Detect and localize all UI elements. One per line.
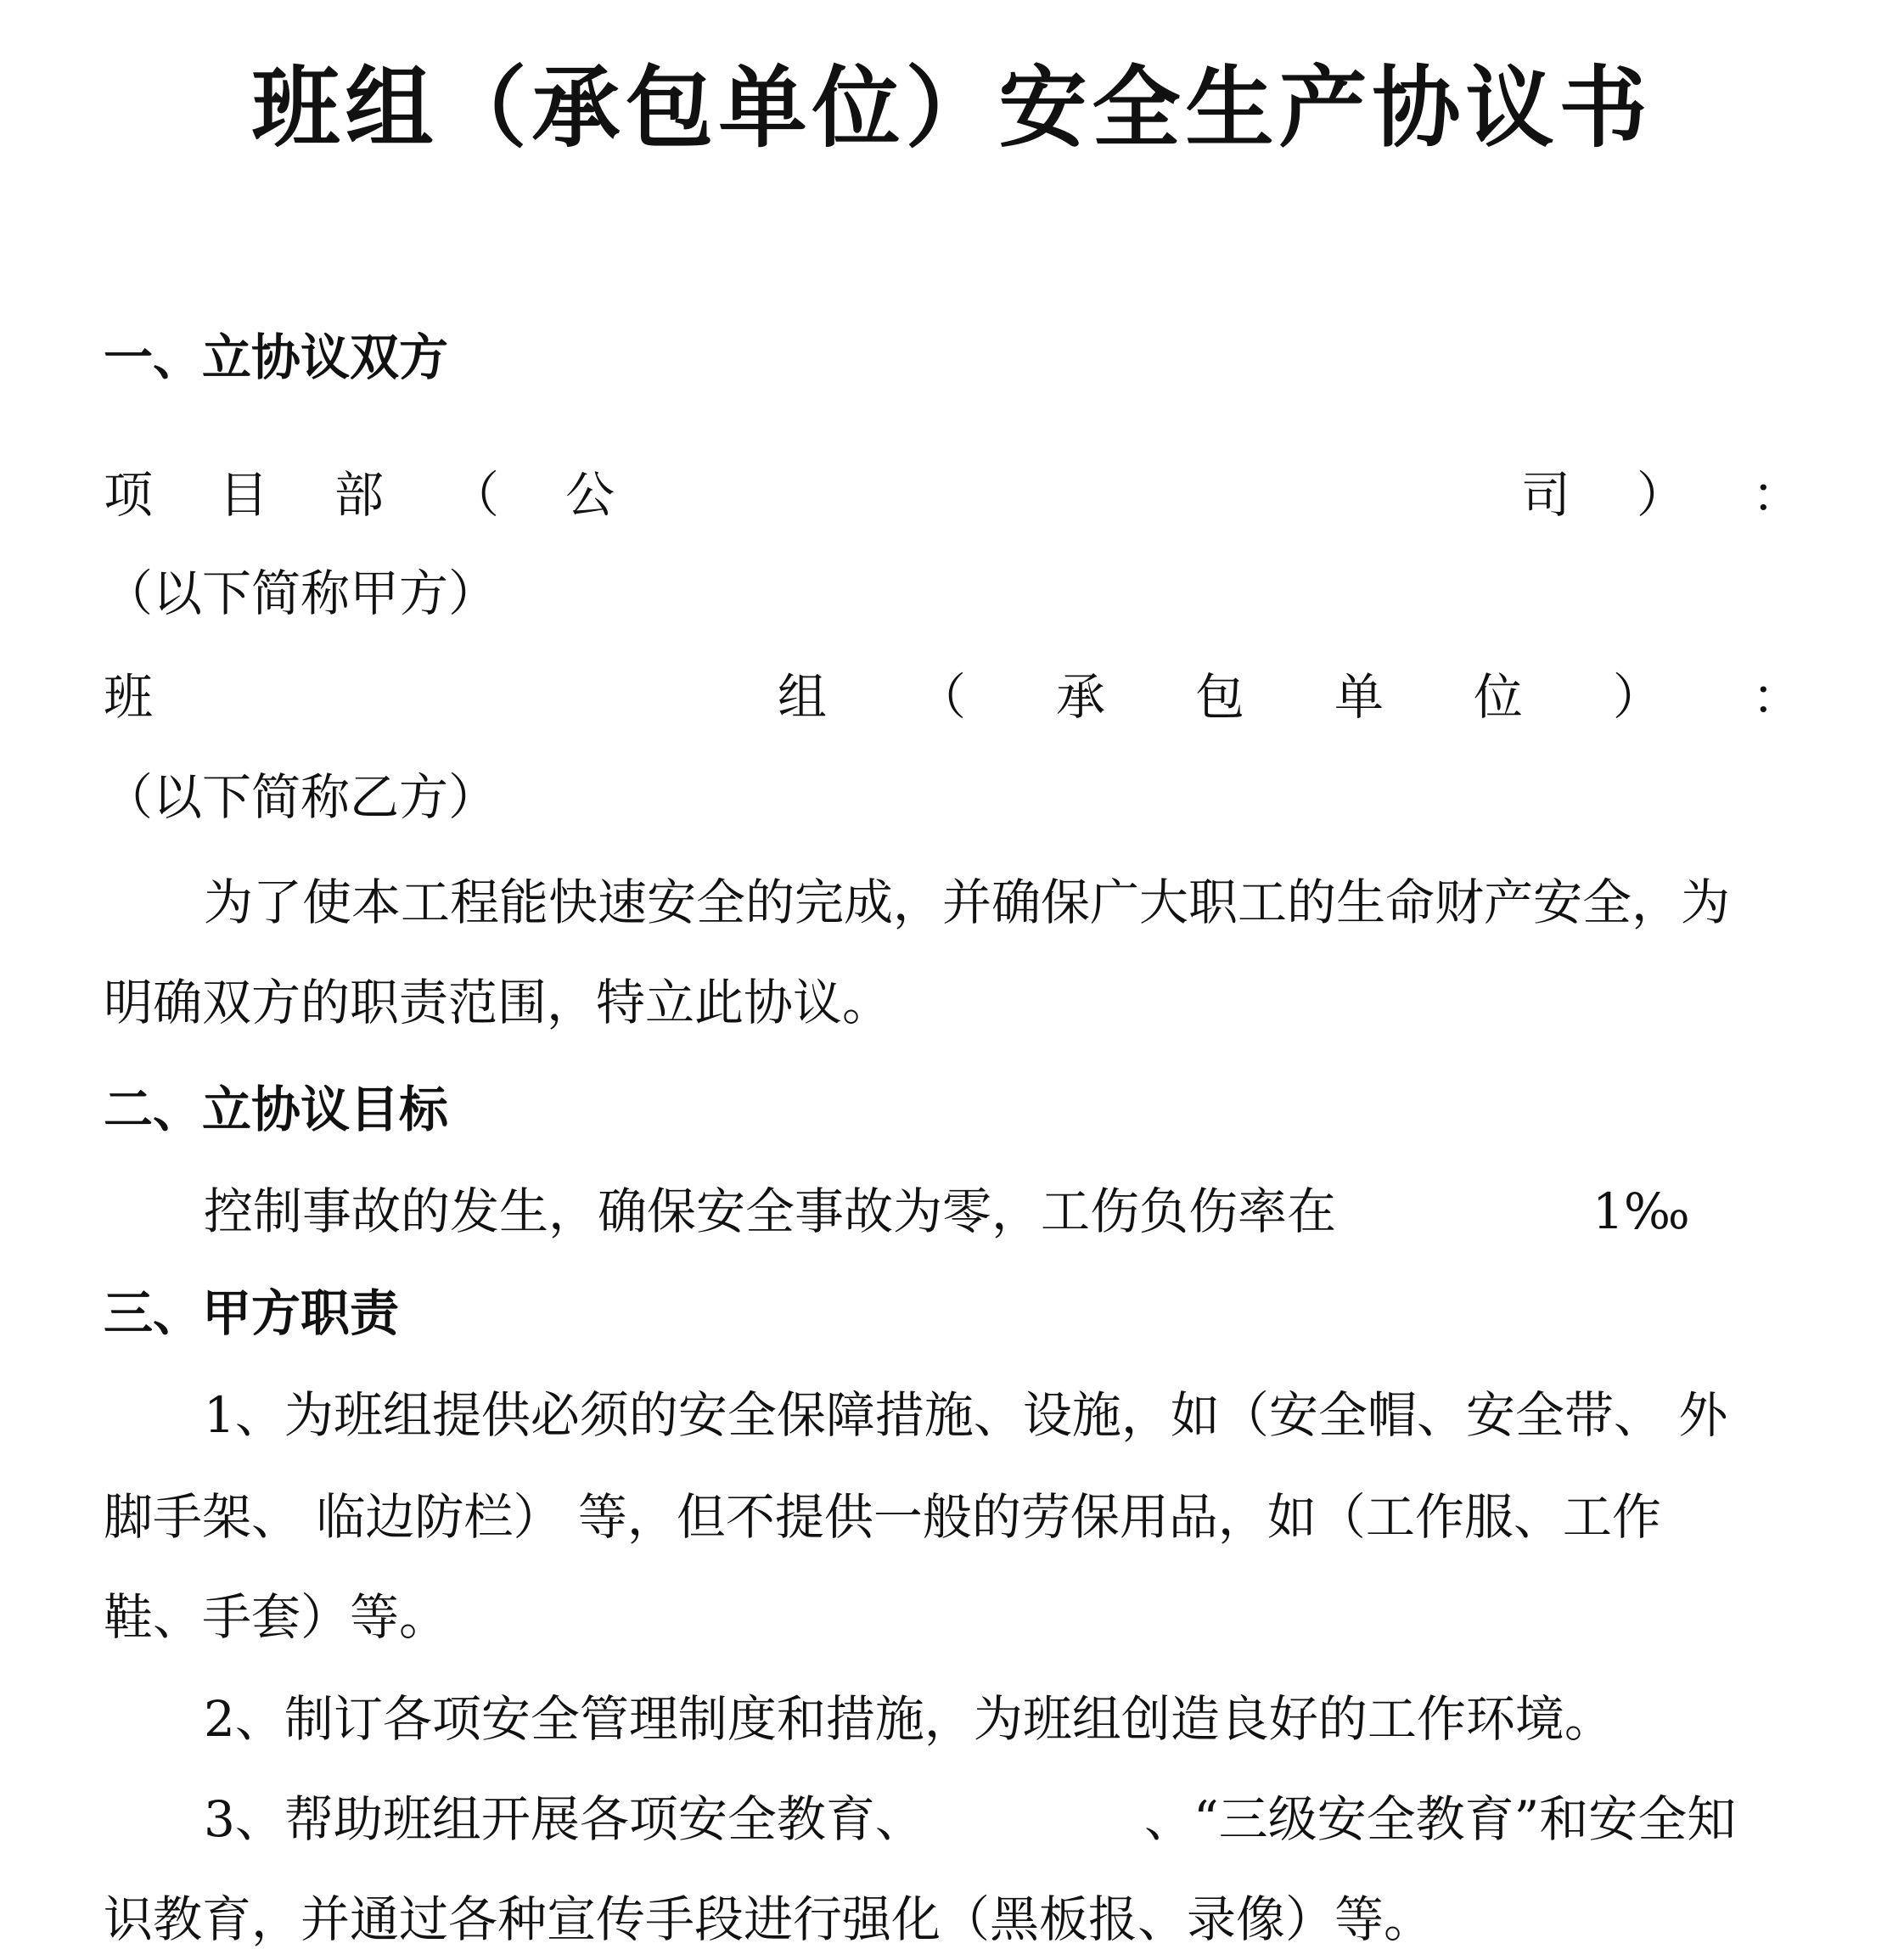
party-a-line [104, 465, 1801, 525]
section-heading-goal: 二、立协议目标 [104, 1081, 449, 1138]
party-a-note: （以下简称甲方） [104, 564, 498, 622]
section-heading-parties: 一、立协议双方 [104, 329, 449, 386]
purpose-line-1: 为了使本工程能快速安全的完成，并确保广大职工的生命财产安全，为 [204, 873, 1731, 931]
party-a-char: ： [1751, 466, 1801, 524]
duty-3-line-1a: 3、帮助班组开展各项安全教育、 [204, 1790, 924, 1848]
party-a-char: 司 [1520, 466, 1570, 524]
party-b-char: 位 [1473, 668, 1523, 726]
party-a-char: 公 [564, 466, 615, 524]
duty-1-line-2: 脚手架、 临边防栏） 等，但不提供一般的劳保用品，如（工作服、工作 [104, 1488, 1661, 1546]
party-b-char: 组 [777, 668, 827, 726]
goal-value: 1‰ [1592, 1182, 1690, 1240]
party-b-char: 承 [1055, 668, 1105, 726]
party-a-char: 目 [218, 466, 268, 524]
party-a-char: 项 [104, 466, 154, 524]
duty-1-line-3: 鞋、手套）等。 [104, 1588, 449, 1646]
party-a-char: ） [1636, 466, 1686, 524]
party-a-char: 部 [334, 466, 384, 524]
duty-2: 2、制订各项安全管理制度和措施，为班组创造良好的工作环境。 [204, 1690, 1614, 1748]
party-b-char: 单 [1334, 668, 1384, 726]
party-b-line [104, 667, 1801, 727]
goal-text: 控制事故的发生，确保安全事故为零，工伤负伤率在 [204, 1182, 1337, 1240]
party-b-note: （以下简称乙方） [104, 768, 498, 826]
party-b-char: 班 [104, 668, 154, 726]
party-a-char: （ [449, 466, 499, 524]
duty-3-line-1b: 、“三级安全教育”和安全知 [1144, 1790, 1737, 1848]
party-b-char: （ [916, 668, 966, 726]
purpose-line-2: 明确双方的职责范围，特立此协议。 [104, 974, 892, 1031]
party-b-char: ） [1612, 668, 1662, 726]
party-b-char: 包 [1194, 668, 1244, 726]
duty-1-line-1: 1、为班组提供必须的安全保障措施、设施，如（安全帽、安全带、 外 [204, 1386, 1728, 1444]
document-title: 班组（承包单位）安全生产协议书 [251, 55, 1653, 160]
section-heading-party-a-duties: 三、甲方职责 [104, 1284, 400, 1342]
party-b-char: ： [1751, 668, 1801, 726]
duty-3-line-2: 识教育，并通过各种宣传手段进行强化（黑板报、录像）等。 [104, 1890, 1434, 1948]
